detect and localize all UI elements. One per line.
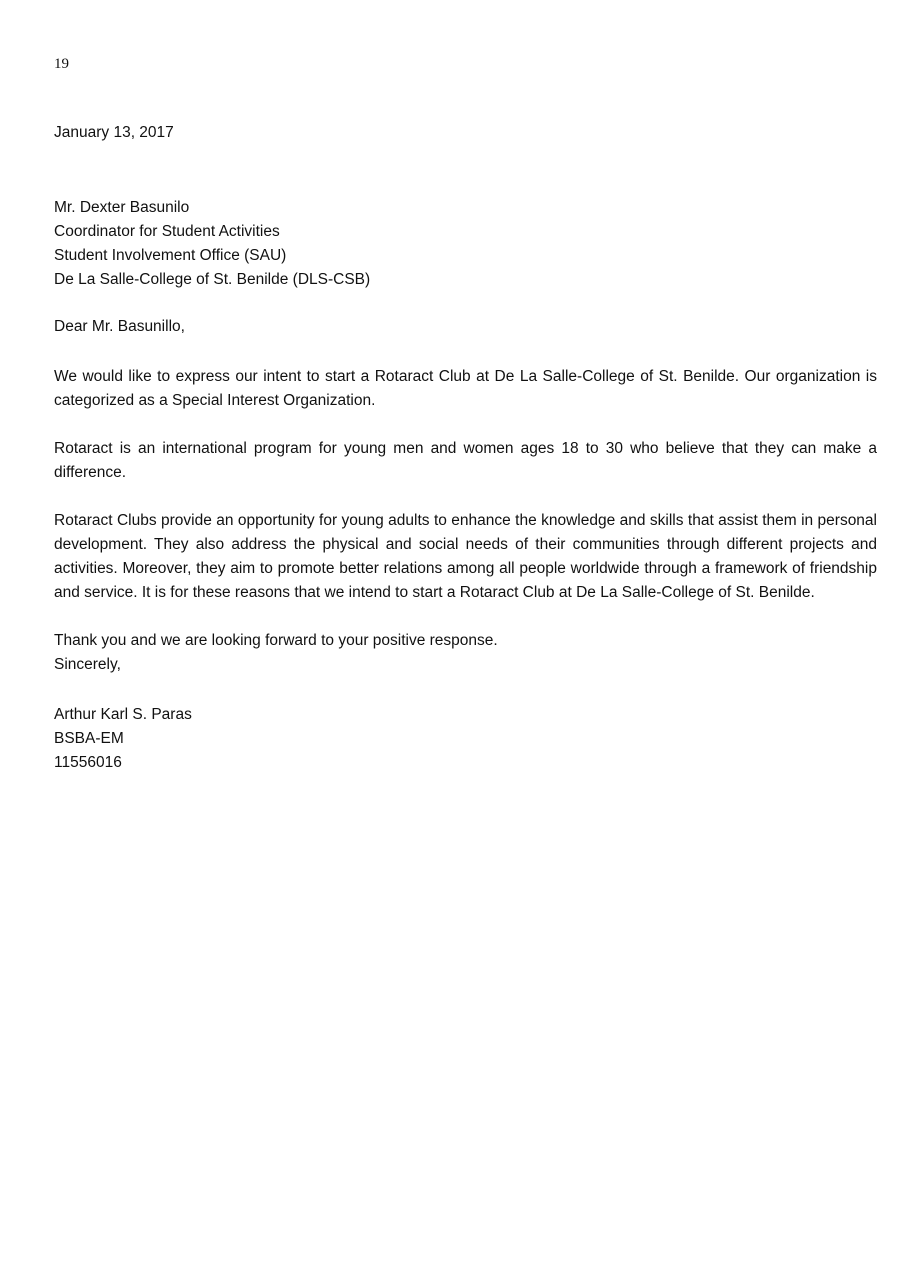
letter-body (54, 365, 877, 677)
signature-block (54, 703, 192, 775)
body-paragraph: Thank you and we are looking forward to your positive response. (54, 632, 498, 649)
page-number: 19 (54, 56, 69, 72)
recipient-name: Mr. Dexter Basunilo (54, 199, 190, 216)
signer-id-number: 11556016 (54, 754, 122, 771)
closing: Sincerely, (54, 656, 121, 673)
recipient-address-block (54, 196, 370, 292)
signer-program: BSBA-EM (54, 730, 124, 747)
letter-date: January 13, 2017 (54, 124, 174, 141)
body-paragraph: Rotaract is an international program for young men and women ages 18 to 30 who believe that they can make a difference. (54, 440, 877, 481)
recipient-institution: De La Salle-College of St. Benilde (DLS-CSB) (54, 271, 371, 288)
body-paragraph: Rotaract Clubs provide an opportunity for young adults to enhance the knowledge and skills that assist them in personal development. They also address the physical and social needs of their communities through different projects and activities. Moreover, they aim to promote better relations among all people worldwide through a framework of friendship and service. It is for these reasons that we intend to start a Rotaract Club at De La Salle-College of St. Benilde. (54, 512, 877, 601)
signer-name: Arthur Karl S. Paras (54, 706, 192, 723)
recipient-office: Student Involvement Office (SAU) (54, 247, 287, 264)
salutation: Dear Mr. Basunillo, (54, 318, 185, 335)
recipient-title: Coordinator for Student Activities (54, 223, 280, 240)
body-paragraph: We would like to express our intent to start a Rotaract Club at De La Salle-College of St. Benilde. Our organization is categorized as a Special Interest Organization. (54, 368, 877, 409)
